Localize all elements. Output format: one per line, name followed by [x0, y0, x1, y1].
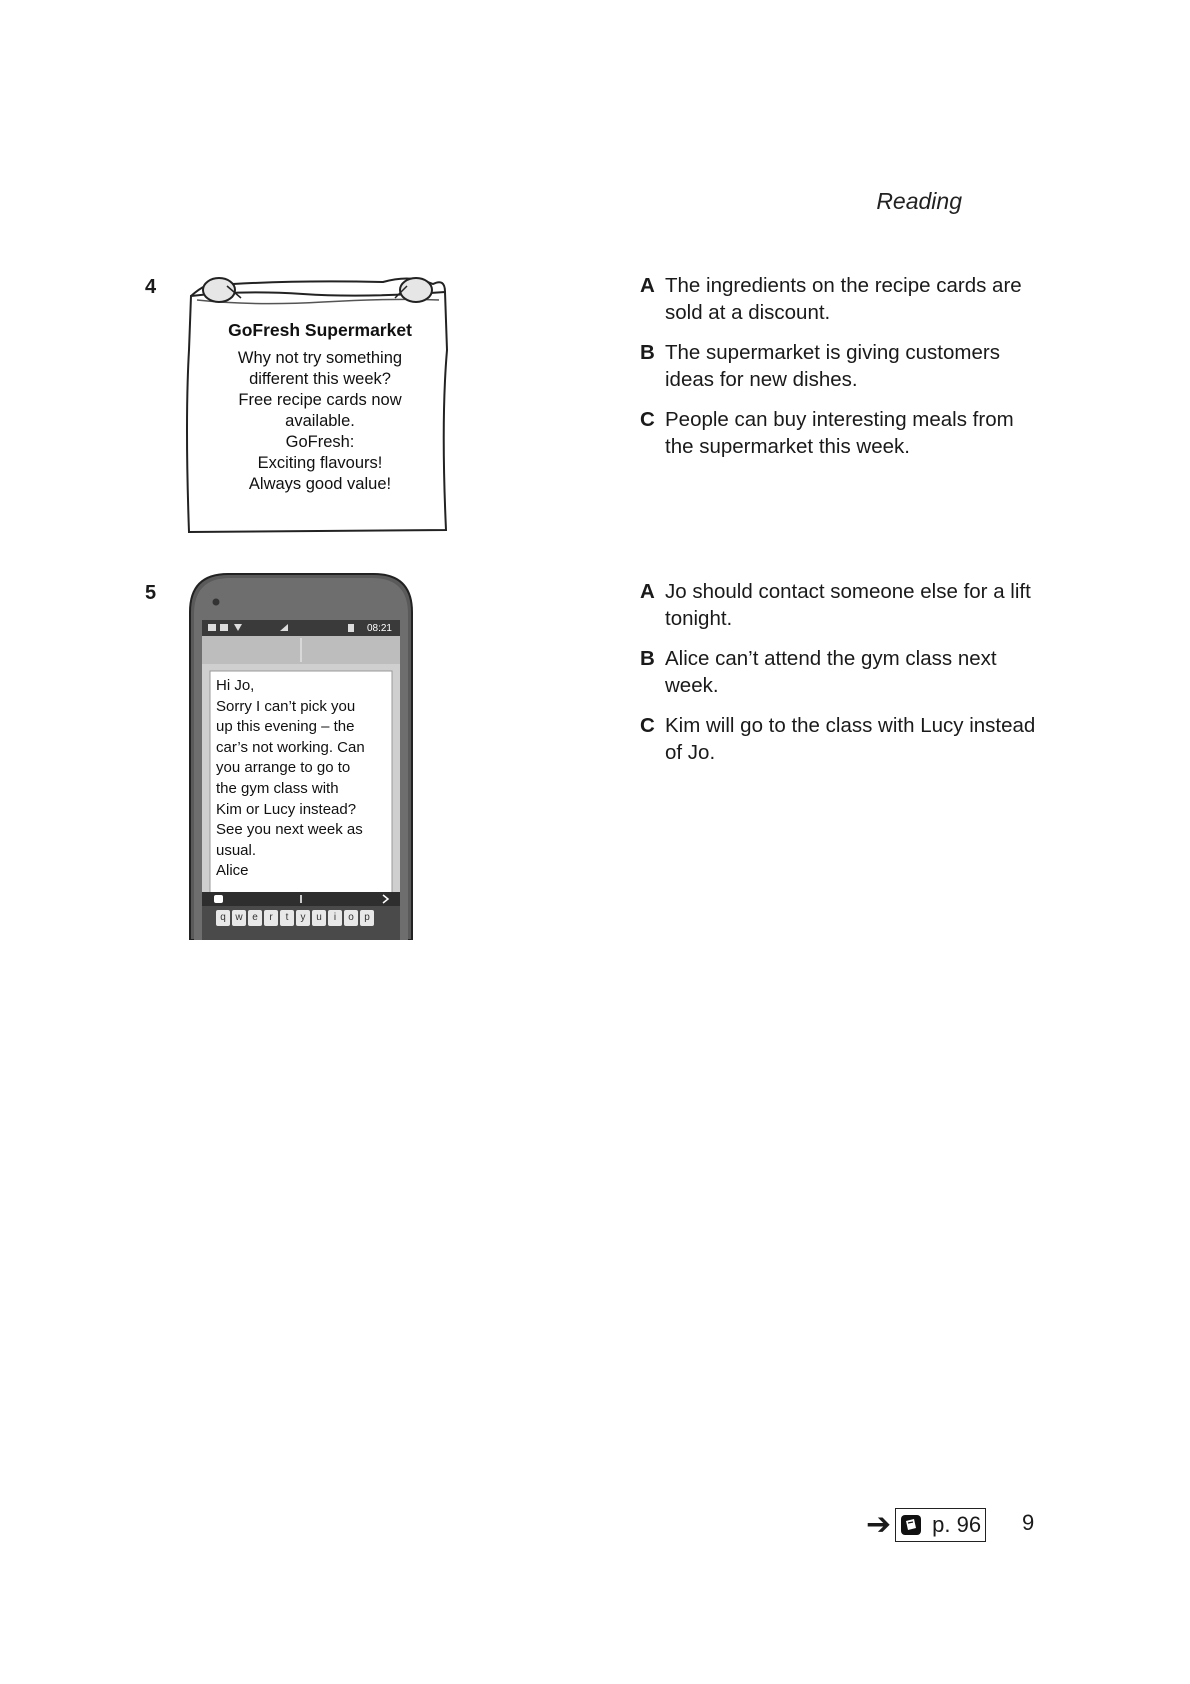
message-line: you arrange to go to [216, 759, 351, 777]
keyboard-key: e [248, 910, 262, 926]
text-message [216, 676, 386, 882]
phone-illustration [188, 572, 414, 940]
pin-icon [400, 278, 432, 302]
keyboard-key: w [232, 910, 246, 926]
notice-line: different this week? [249, 370, 391, 388]
notice-sign [183, 270, 455, 533]
message-line: the gym class with [216, 779, 339, 797]
answer-options [640, 578, 1040, 779]
reference-text: p. 96 [932, 1512, 982, 1537]
option-letter: C [640, 408, 655, 431]
keyboard-key: p [360, 910, 374, 926]
message-line: Alice [216, 862, 249, 880]
option-text: People can buy interesting meals from the supermarket this week. [665, 408, 1014, 458]
arrow-right-icon: ➔ [866, 1508, 892, 1541]
message-line: Kim or Lucy instead? [216, 800, 357, 818]
answer-option[interactable] [640, 406, 1040, 460]
answer-option[interactable] [640, 578, 1040, 632]
notice-line: Always good value! [248, 475, 392, 493]
message-line: up this evening – the [216, 718, 355, 736]
message-line: See you next week as [216, 821, 363, 839]
option-letter: C [640, 714, 655, 737]
answer-options [640, 272, 1040, 473]
keyboard-key: o [344, 910, 358, 926]
page-number: 9 [1022, 1510, 1035, 1535]
notice-line: Why not try something [237, 349, 403, 367]
question-number: 5 [145, 582, 157, 604]
option-text: The supermarket is giving customers ideas for new dishes. [665, 341, 1000, 391]
keyboard-key: y [296, 910, 310, 926]
option-letter: A [640, 274, 655, 297]
message-line: Hi Jo, [216, 677, 255, 694]
section-title: Reading [876, 188, 962, 214]
notice-line: GoFresh: [285, 433, 355, 451]
keyboard-key: i [328, 910, 342, 926]
pin-icon [203, 278, 235, 302]
keyboard-key: r [264, 910, 278, 926]
notice-title: GoFresh Supermarket [228, 320, 412, 340]
message-line: usual. [216, 841, 257, 859]
option-letter: A [640, 580, 655, 603]
answer-option[interactable] [640, 712, 1040, 766]
keyboard-key: q [216, 910, 230, 926]
answer-option[interactable] [640, 272, 1040, 326]
message-line: Sorry I can’t pick you [216, 697, 356, 715]
option-text: Alice can’t attend the gym class next week. [665, 647, 997, 697]
answer-option[interactable] [640, 645, 1040, 699]
reference-box [895, 1508, 986, 1542]
option-letter: B [640, 341, 655, 364]
notice-line: Exciting flavours! [257, 454, 383, 472]
status-bar-time: 08:21 [366, 623, 392, 634]
answer-option[interactable] [640, 339, 1040, 393]
book-icon [900, 1514, 922, 1536]
notice-line: Free recipe cards now [238, 391, 402, 409]
keyboard-key: t [280, 910, 294, 926]
option-text: The ingredients on the recipe cards are sold at a discount. [665, 274, 1022, 324]
keyboard-row [216, 910, 374, 926]
notice-text [205, 320, 435, 495]
option-letter: B [640, 647, 655, 670]
page-reference[interactable] [866, 1508, 986, 1542]
question-number: 4 [145, 276, 157, 298]
message-line: car’s not working. Can [216, 738, 365, 756]
option-text: Kim will go to the class with Lucy instead of Jo. [665, 714, 1036, 764]
option-text: Jo should contact someone else for a lift tonight. [665, 580, 1031, 630]
keyboard-key: u [312, 910, 326, 926]
notice-line: available. [285, 412, 355, 430]
